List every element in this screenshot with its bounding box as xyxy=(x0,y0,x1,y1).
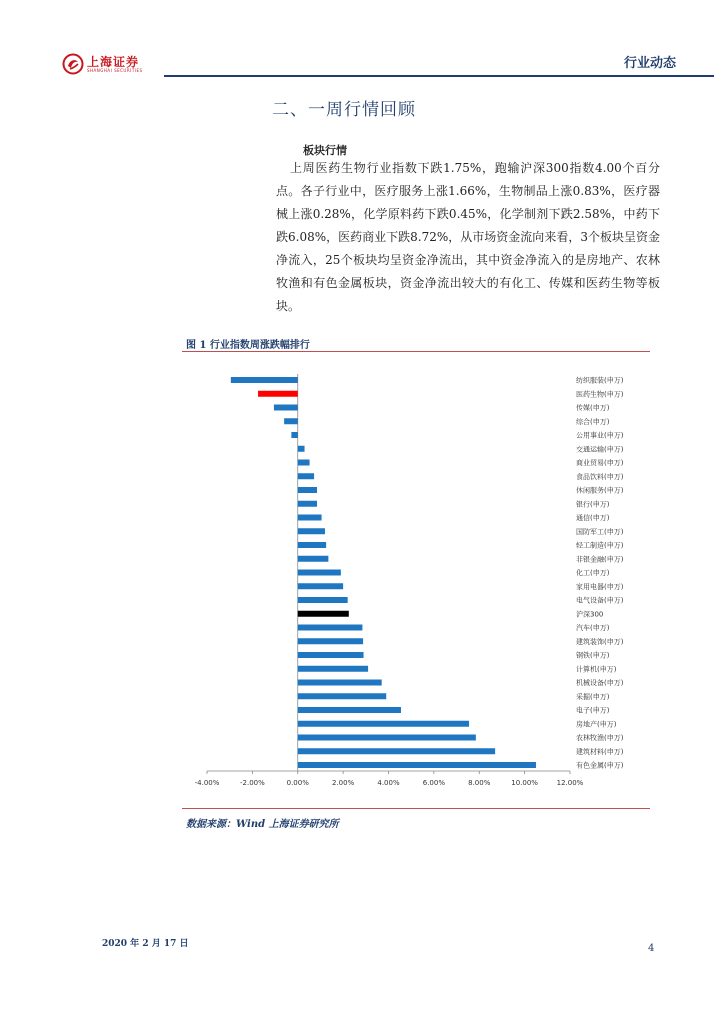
category-label: 电气设备(申万) xyxy=(576,596,624,605)
bar xyxy=(298,748,495,754)
category-label: 有色金属(申万) xyxy=(576,761,624,770)
bar xyxy=(298,556,329,562)
subsection-title: 板块行情 xyxy=(303,144,347,157)
x-tick-label: 6.00% xyxy=(422,779,445,787)
body-paragraph: 上周医药生物行业指数下跌1.75%，跑输沪深300指数4.00个百分点。各子行业中，医疗服务上涨1.66%，生物制品上涨0.83%，医疗器械上涨0.28%，化学原料药下跌0.45%，化学制剂下跌2.58%，中药下跌6.08%，医药商业下跌8.72%，从市场资金流向来看，3个板块呈资金净流入，25个板块均呈资金净流出，其中资金净流入的是房地产、农林牧渔和有色金属板块，资金净流出较大的有化工、传媒和医药生物等板块。 xyxy=(276,161,660,313)
bar xyxy=(298,501,317,507)
figure-top-rule xyxy=(182,351,650,352)
category-label: 公用事业(申万) xyxy=(576,431,624,440)
bar xyxy=(298,693,386,699)
category-label: 休闲服务(申万) xyxy=(576,486,624,495)
category-label: 机械设备(申万) xyxy=(576,679,624,687)
category-label: 农林牧渔(申万) xyxy=(576,734,624,742)
header-divider xyxy=(164,75,714,77)
bar xyxy=(298,666,368,672)
bar xyxy=(298,680,382,686)
category-label: 化工(申万) xyxy=(576,569,610,577)
figure-title: 图 1 行业指数周涨跌幅排行 xyxy=(186,340,310,351)
category-label: 商业贸易(申万) xyxy=(576,459,624,467)
x-tick-label: 0.00% xyxy=(286,779,309,787)
category-label: 建筑装饰(申万) xyxy=(576,637,624,646)
bar xyxy=(298,487,317,493)
category-label: 通信(申万) xyxy=(576,514,610,522)
category-label: 轻工制造(申万) xyxy=(576,541,624,550)
bar xyxy=(298,528,325,534)
industry-weekly-change-chart xyxy=(182,356,650,806)
category-label: 沪深300 xyxy=(576,610,604,619)
company-logo xyxy=(62,52,143,76)
bar xyxy=(298,721,469,727)
bar xyxy=(231,377,298,383)
page-header xyxy=(54,50,676,80)
bar xyxy=(298,460,310,466)
x-tick-label: 8.00% xyxy=(468,779,491,787)
page-number: 4 xyxy=(648,943,655,954)
figure-bottom-rule xyxy=(182,808,650,809)
category-label: 电子(申万) xyxy=(576,706,610,715)
logo-mark-icon xyxy=(62,53,84,75)
bar xyxy=(284,418,298,424)
x-tick-label: 12.00% xyxy=(556,779,584,787)
category-label: 建筑材料(申万) xyxy=(576,747,624,756)
bar xyxy=(298,735,476,741)
category-label: 非银金融(申万) xyxy=(576,555,624,564)
data-source-note: 数据来源：Wind 上海证券研究所 xyxy=(186,819,339,830)
bar xyxy=(258,391,298,397)
logo-chinese-text: 上海证券 xyxy=(87,54,140,69)
category-label: 交通运输(申万) xyxy=(576,445,624,454)
logo-english-text: SHANGHAI SECURITIES xyxy=(87,67,143,73)
x-tick-label: -4.00% xyxy=(194,779,220,787)
bar xyxy=(298,707,401,713)
category-label: 国防军工(申万) xyxy=(576,527,624,536)
category-label: 银行(申万) xyxy=(576,500,610,509)
bar xyxy=(298,515,322,521)
category-label: 纺织服装(申万) xyxy=(576,376,624,385)
x-tick-label: 4.00% xyxy=(377,779,400,787)
bar xyxy=(298,473,314,479)
bar xyxy=(298,638,363,644)
x-tick-label: 10.00% xyxy=(511,779,538,787)
category-label: 钢铁(申万) xyxy=(576,651,610,660)
category-label: 传媒(申万) xyxy=(576,404,610,412)
bar xyxy=(298,625,363,631)
bar xyxy=(298,446,305,452)
section-title: 二、一周行情回顾 xyxy=(272,100,416,120)
x-tick-label: 2.00% xyxy=(332,779,355,787)
bar xyxy=(298,652,364,658)
category-label: 医药生物(申万) xyxy=(576,390,624,399)
bar xyxy=(298,570,341,576)
category-label: 汽车(申万) xyxy=(576,624,610,632)
report-type-title: 行业动态 xyxy=(623,56,676,71)
bar xyxy=(298,762,536,768)
bar xyxy=(274,405,298,411)
bar xyxy=(291,432,297,438)
category-label: 计算机(申万) xyxy=(576,665,617,674)
category-label: 食品饮料(申万) xyxy=(576,472,624,481)
category-label: 综合(申万) xyxy=(576,417,610,426)
category-label: 房地产(申万) xyxy=(576,720,617,729)
bar xyxy=(298,597,348,603)
bar xyxy=(298,542,326,548)
bar xyxy=(298,611,349,617)
x-tick-label: -2.00% xyxy=(239,779,265,787)
category-label: 采掘(申万) xyxy=(576,692,610,701)
bar xyxy=(298,583,343,589)
report-date: 2020 年 2 月 17 日 xyxy=(102,939,189,949)
category-label: 家用电器(申万) xyxy=(576,582,624,591)
